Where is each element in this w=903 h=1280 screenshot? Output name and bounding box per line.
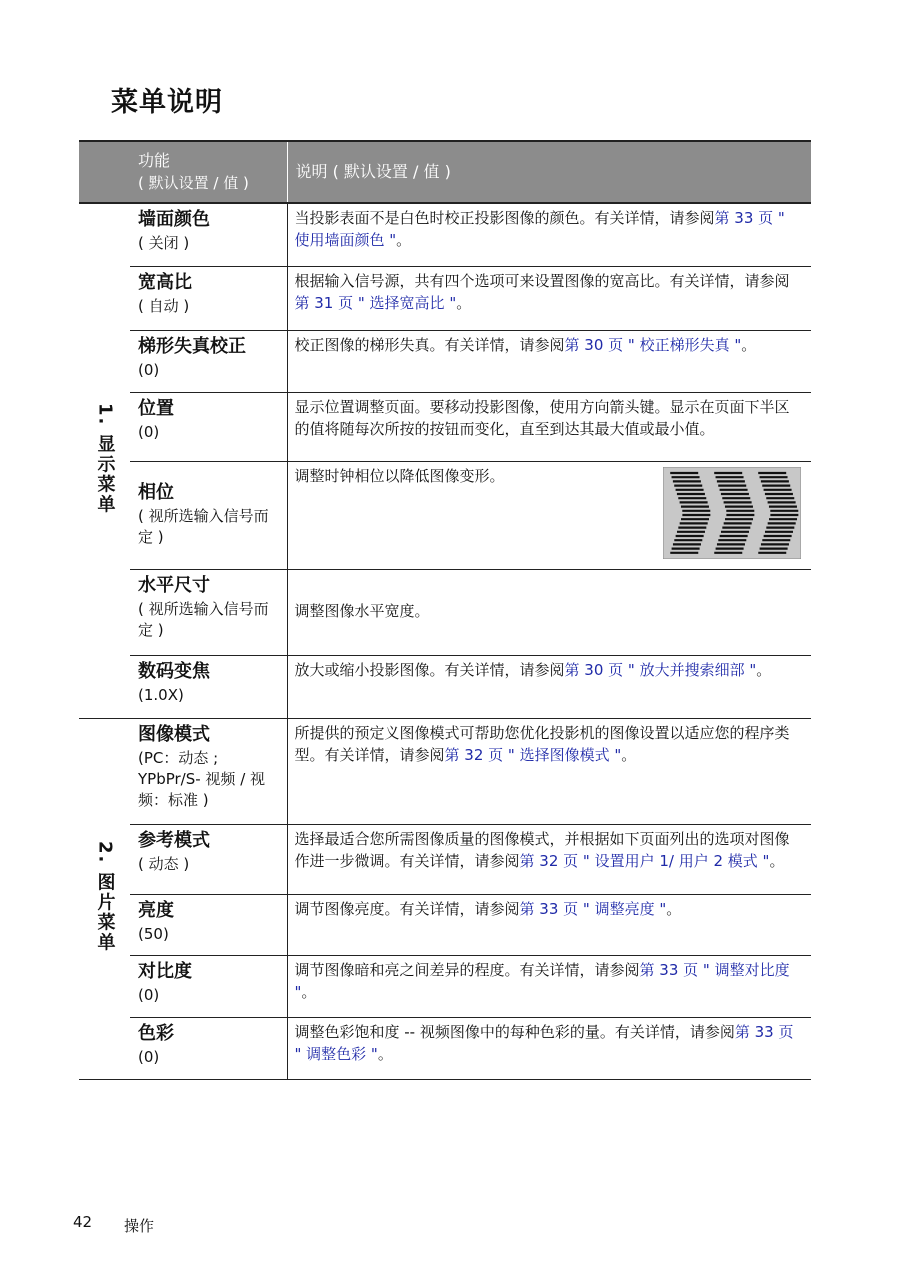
function-name: 墙面颜色	[138, 209, 210, 230]
description-text: 。	[621, 745, 637, 764]
description-cell	[287, 655, 811, 718]
group-label-display: 1. 显示菜单	[94, 402, 116, 515]
page-reference-link[interactable]: 第 31 页 " 选择宽高比 "	[294, 293, 457, 312]
description-cell	[287, 1017, 811, 1079]
function-name: 宽高比	[138, 271, 192, 293]
description-text: 。	[396, 231, 412, 249]
page-reference-link[interactable]: 第 33 页 " 调整色彩 "	[294, 1022, 794, 1063]
description-text: 调整色彩饱和度 -- 视频图像中的每种色彩的量。有关详情，请参阅	[294, 1022, 735, 1041]
function-cell	[130, 330, 287, 392]
description-text: 调节图像亮度。有关详情，请参阅	[294, 899, 520, 918]
function-default: (1.0X)	[138, 685, 184, 704]
description-text: 校正图像的梯形失真。有关详情，请参阅	[294, 335, 565, 354]
function-default: ( 关闭 )	[138, 234, 190, 252]
function-name: 位置	[138, 397, 174, 419]
description-text: 。	[456, 293, 472, 312]
function-name: 图像模式	[138, 723, 210, 745]
page-reference-link[interactable]: 第 33 页 " 使用墙面颜色 "	[294, 209, 785, 249]
group-picture-cell	[79, 718, 130, 1079]
description-text: 。	[377, 1044, 393, 1063]
header-description: 说明 ( 默认设置 / 值 )	[287, 141, 811, 203]
function-name: 参考模式	[138, 829, 210, 851]
function-default: (PC：动态 ; YPbPr/S- 视频 / 视频：标准 )	[138, 748, 266, 809]
function-cell	[130, 461, 287, 569]
description-cell	[287, 569, 811, 655]
page-reference-link[interactable]: 第 30 页 " 放大并搜索细部 "	[564, 660, 757, 679]
description-text: 。	[756, 660, 772, 679]
function-default: ( 视所选输入信号而定 )	[138, 506, 269, 546]
page-reference-link[interactable]: 第 33 页 " 调整对比度 "	[294, 960, 790, 1001]
page-number: 42	[73, 1213, 93, 1231]
group-display-cell	[79, 203, 130, 718]
table-row	[79, 569, 811, 655]
table-row	[79, 655, 811, 718]
function-default: ( 视所选输入信号而定 )	[138, 599, 269, 639]
function-cell	[130, 266, 287, 330]
function-cell	[130, 824, 287, 894]
description-text: 根据输入信号源，共有四个选项可来设置图像的宽高比。有关详情，请参阅	[294, 271, 790, 290]
function-default: (0)	[138, 360, 160, 379]
function-name: 水平尺寸	[138, 574, 210, 596]
description-text: 调节图像暗和亮之间差异的程度。有关详情，请参阅	[294, 960, 640, 979]
table-row	[79, 824, 811, 894]
table-row	[79, 392, 811, 461]
function-name: 色彩	[138, 1022, 174, 1044]
function-default: (0)	[138, 985, 160, 1004]
table-row	[79, 718, 811, 824]
function-cell	[130, 1017, 287, 1079]
description-text: 显示位置调整页面。要移动投影图像，使用方向箭头键。显示在页面下半区的值将随每次所按的按钮而变化，直至到达其最大值或最小值。	[294, 397, 790, 438]
description-text: 当投影表面不是白色时校正投影图像的颜色。有关详情，请参阅	[294, 209, 715, 227]
description-cell	[287, 824, 811, 894]
function-cell	[130, 392, 287, 461]
function-name: 梯形失真校正	[138, 335, 246, 357]
description-cell	[287, 330, 811, 392]
description-text: 。	[301, 982, 317, 1001]
table-row	[79, 330, 811, 392]
description-text: 调整图像水平宽度。	[294, 601, 430, 620]
header-function-label: 功能	[138, 151, 171, 170]
header-function-sub: ( 默认设置 / 值 )	[138, 174, 249, 192]
function-cell	[130, 718, 287, 824]
description-text: 。	[666, 899, 682, 918]
description-text: 调整时钟相位以降低图像变形。	[294, 466, 505, 485]
table-header-row	[79, 141, 811, 203]
group-label-picture: 2. 图片菜单	[94, 840, 116, 953]
description-cell	[287, 955, 811, 1017]
description-text: 。	[741, 335, 757, 354]
description-text: 所提供的预定义图像模式可帮助您优化投影机的图像设置以适应您的程序类型。有关详情，请参阅	[294, 723, 790, 764]
page-reference-link[interactable]: 第 30 页 " 校正梯形失真 "	[564, 335, 742, 354]
function-cell	[130, 569, 287, 655]
table-row	[79, 955, 811, 1017]
function-cell	[130, 203, 287, 266]
header-group-cell	[79, 141, 130, 203]
function-name: 数码变焦	[138, 660, 210, 682]
function-cell	[130, 894, 287, 955]
section-name: 操作	[124, 1217, 155, 1235]
page-reference-link[interactable]: 第 32 页 " 设置用户 1/ 用户 2 模式 "	[519, 851, 770, 870]
table-row	[79, 1017, 811, 1079]
description-text: 选择最适合您所需图像质量的图像模式，并根据如下页面列出的选项对图像作进一步微调。有关详情，请参阅	[294, 829, 790, 870]
table-row	[79, 203, 811, 266]
table-row	[79, 266, 811, 330]
phase-distortion-illustration	[663, 467, 801, 559]
description-cell	[287, 894, 811, 955]
table-row	[79, 894, 811, 955]
description-cell	[287, 718, 811, 824]
description-text: 放大或缩小投影图像。有关详情，请参阅	[294, 660, 565, 679]
function-name: 对比度	[138, 960, 192, 982]
function-name: 相位	[138, 481, 174, 503]
table-row	[79, 461, 811, 569]
function-default: ( 自动 )	[138, 296, 190, 315]
function-default: (0)	[138, 1047, 160, 1066]
description-cell	[287, 461, 811, 569]
function-default: (50)	[138, 924, 169, 943]
page-reference-link[interactable]: 第 32 页 " 选择图像模式 "	[444, 745, 622, 764]
description-cell	[287, 203, 811, 266]
description-cell	[287, 266, 811, 330]
function-cell	[130, 655, 287, 718]
description-text: 。	[769, 851, 785, 870]
header-function	[130, 141, 287, 203]
menu-description-table	[79, 140, 811, 1080]
function-cell	[130, 955, 287, 1017]
page-title: 菜单说明	[111, 87, 223, 118]
page-reference-link[interactable]: 第 33 页 " 调整亮度 "	[519, 899, 667, 918]
function-default: (0)	[138, 422, 160, 441]
description-cell	[287, 392, 811, 461]
function-name: 亮度	[138, 899, 174, 921]
function-default: ( 动态 )	[138, 854, 190, 873]
